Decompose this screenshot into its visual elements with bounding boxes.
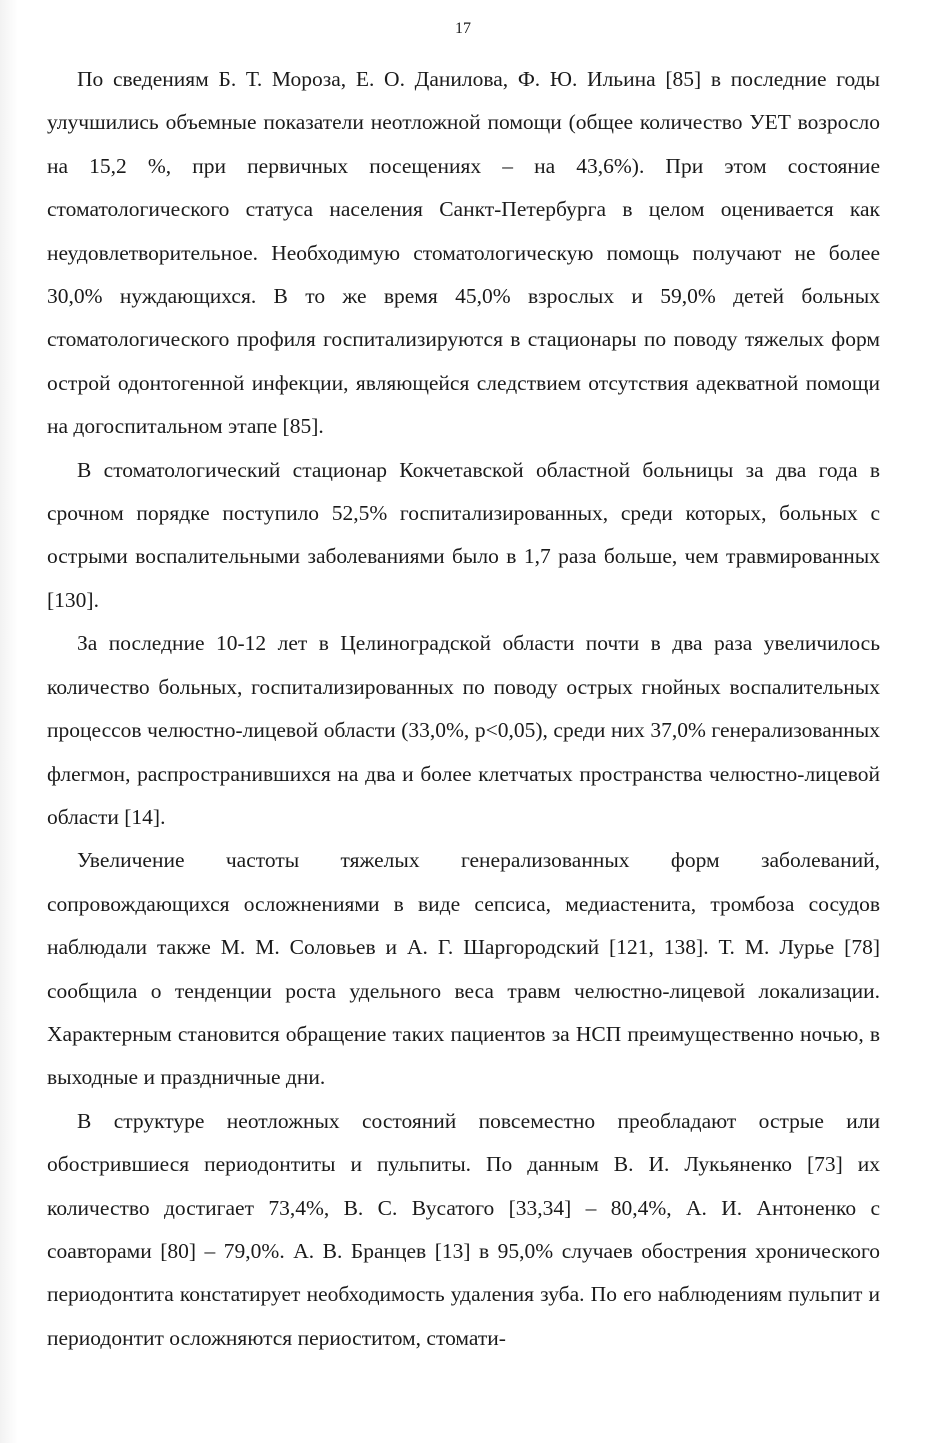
page-number: 17 — [455, 20, 471, 37]
paragraph-moroz-danilov-ilyin: По сведениям Б. Т. Мороза, Е. О. Данилова, Ф. Ю. Ильина [85] в последние годы улучшились объемные показатели неотложной помощи (общее количество УЕТ возросло на 15,2 %, при первичных посещениях – на 43,6%). При этом состояние стоматологического статуса населения Санкт-Петербурга в целом оценивается как неудовлетворительное. Необходимую стоматологическую помощь получают не более 30,0% нуждающихся. В то же время 45,0% взрослых и 59,0% детей больных стоматологического профиля госпитализируются в стационары по поводу тяжелых форм острой одонтогенной инфекции, являющейся следствием отсутствия адекватной помощи на догоспитальном этапе [85]. — [47, 67, 880, 439]
paragraph-tselinograd-region: За последние 10-12 лет в Целиноградской области почти в два раза увеличилось количество больных, госпитализированных по поводу острых гнойных воспалительных процессов челюстно-лицевой области (33,0%, p<0,05), среди них 37,0% генерализованных флегмон, распространившихся на два и более клетчатых пространства челюстно-лицевой области [14]. — [47, 631, 880, 829]
paragraph-generalized-forms: Увеличение частоты тяжелых генерализованных форм заболеваний, сопровождающихся осложнениями в виде сепсиса, медиастенита, тромбоза сосудов наблюдали также М. М. Соловьев и А. Г. Шаргородский [121, 138]. Т. М. Лурье [78] сообщила о тенденции роста удельного веса травм челюстно-лицевой локализации. Характерным становится обращение таких пациентов за НСП преимущественно ночью, в выходные и праздничные дни. — [47, 848, 880, 1090]
body-text — [47, 58, 880, 1360]
paragraph-kokchetav-hospital: В стоматологический стационар Кокчетавской областной больницы за два года в срочном порядке поступило 52,5% госпитализированных, среди которых, больных с острыми воспалительными заболеваниями было в 1,7 раза больше, чем травмированных [130]. — [47, 457, 880, 612]
paragraph-emergency-structure: В структуре неотложных состояний повсеместно преобладают острые или обострившиеся периодонтиты и пульпиты. По данным В. И. Лукьяненко [73] их количество достигает 73,4%, В. С. Вусатого [33,34] – 80,4%, А. И. Антоненко с соавторами [80] – 79,0%. А. В. Бранцев [13] в 95,0% случаев обострения хронического периодонтита констатирует необходимость удаления зуба. По его наблюдениям пульпит и периодонтит осложняются периоститом, стомати- — [47, 1108, 880, 1350]
scan-shadow-edge — [0, 0, 18, 1443]
